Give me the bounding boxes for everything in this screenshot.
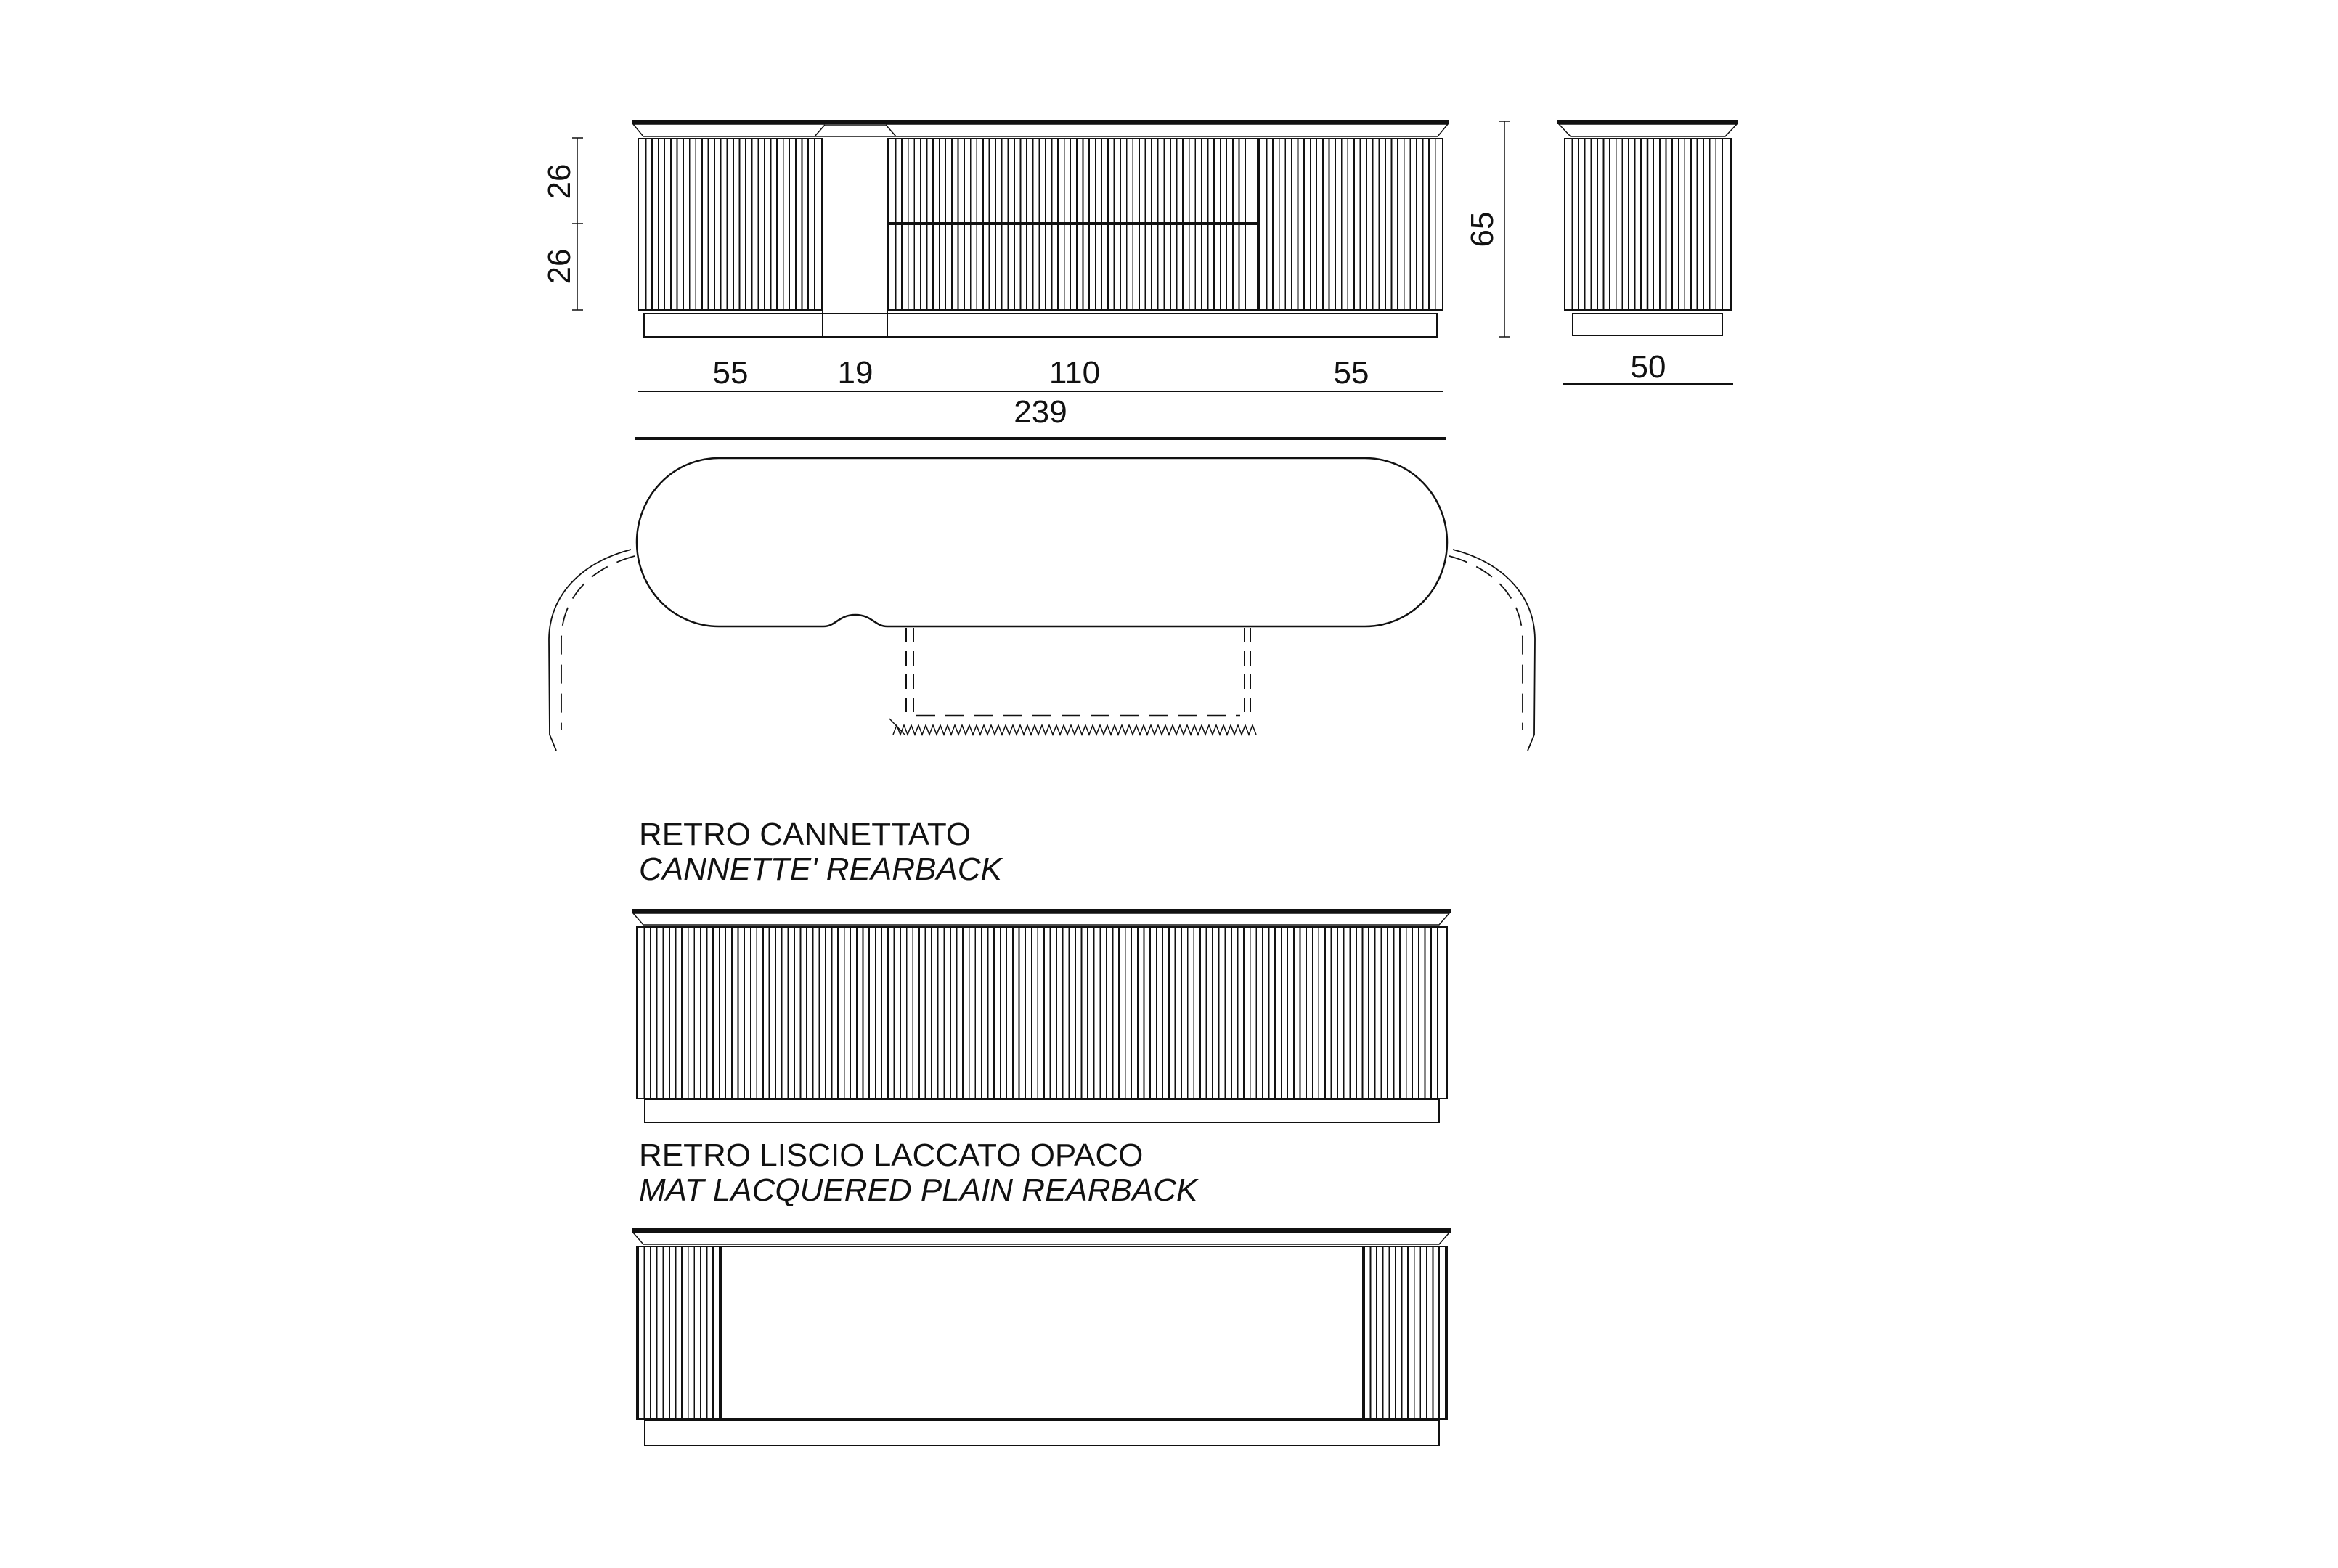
dim-label-total-width-239: 239 bbox=[1014, 394, 1067, 430]
dim-label-height-65: 65 bbox=[1465, 211, 1500, 248]
dim-label-front-top-26: 26 bbox=[542, 163, 577, 200]
drawer-pullout-sides bbox=[906, 628, 1250, 715]
dim-label-section-19: 19 bbox=[837, 355, 873, 391]
drawer-front-serrated-edge bbox=[889, 719, 1256, 735]
side-cap bbox=[1559, 124, 1737, 136]
caption-cannettato-english: CANNETTE' REARBACK bbox=[639, 852, 1002, 887]
caption-liscio-italian: RETRO LISCIO LACCATO OPACO bbox=[639, 1138, 1144, 1173]
caption-cannettato-italian: RETRO CANNETTATO bbox=[639, 817, 972, 852]
dim-label-front-bottom-26: 26 bbox=[542, 248, 577, 285]
rearback-plain-cap bbox=[633, 1233, 1449, 1244]
rearback-fluted-cap bbox=[633, 913, 1449, 925]
dim-label-depth-50: 50 bbox=[1630, 349, 1666, 385]
front-cap bbox=[633, 124, 1448, 136]
front-recess-sides bbox=[823, 138, 887, 337]
dim-line-height-65 bbox=[1499, 121, 1510, 337]
dim-line-26-26 bbox=[572, 138, 583, 310]
dim-label-section-110: 110 bbox=[1048, 355, 1101, 391]
caption-liscio-english: MAT LACQUERED PLAIN REARBACK bbox=[639, 1172, 1198, 1208]
dim-label-section-55-right: 55 bbox=[1333, 355, 1369, 391]
dim-label-section-55-left: 55 bbox=[712, 355, 749, 391]
plan-view-body bbox=[637, 458, 1447, 626]
